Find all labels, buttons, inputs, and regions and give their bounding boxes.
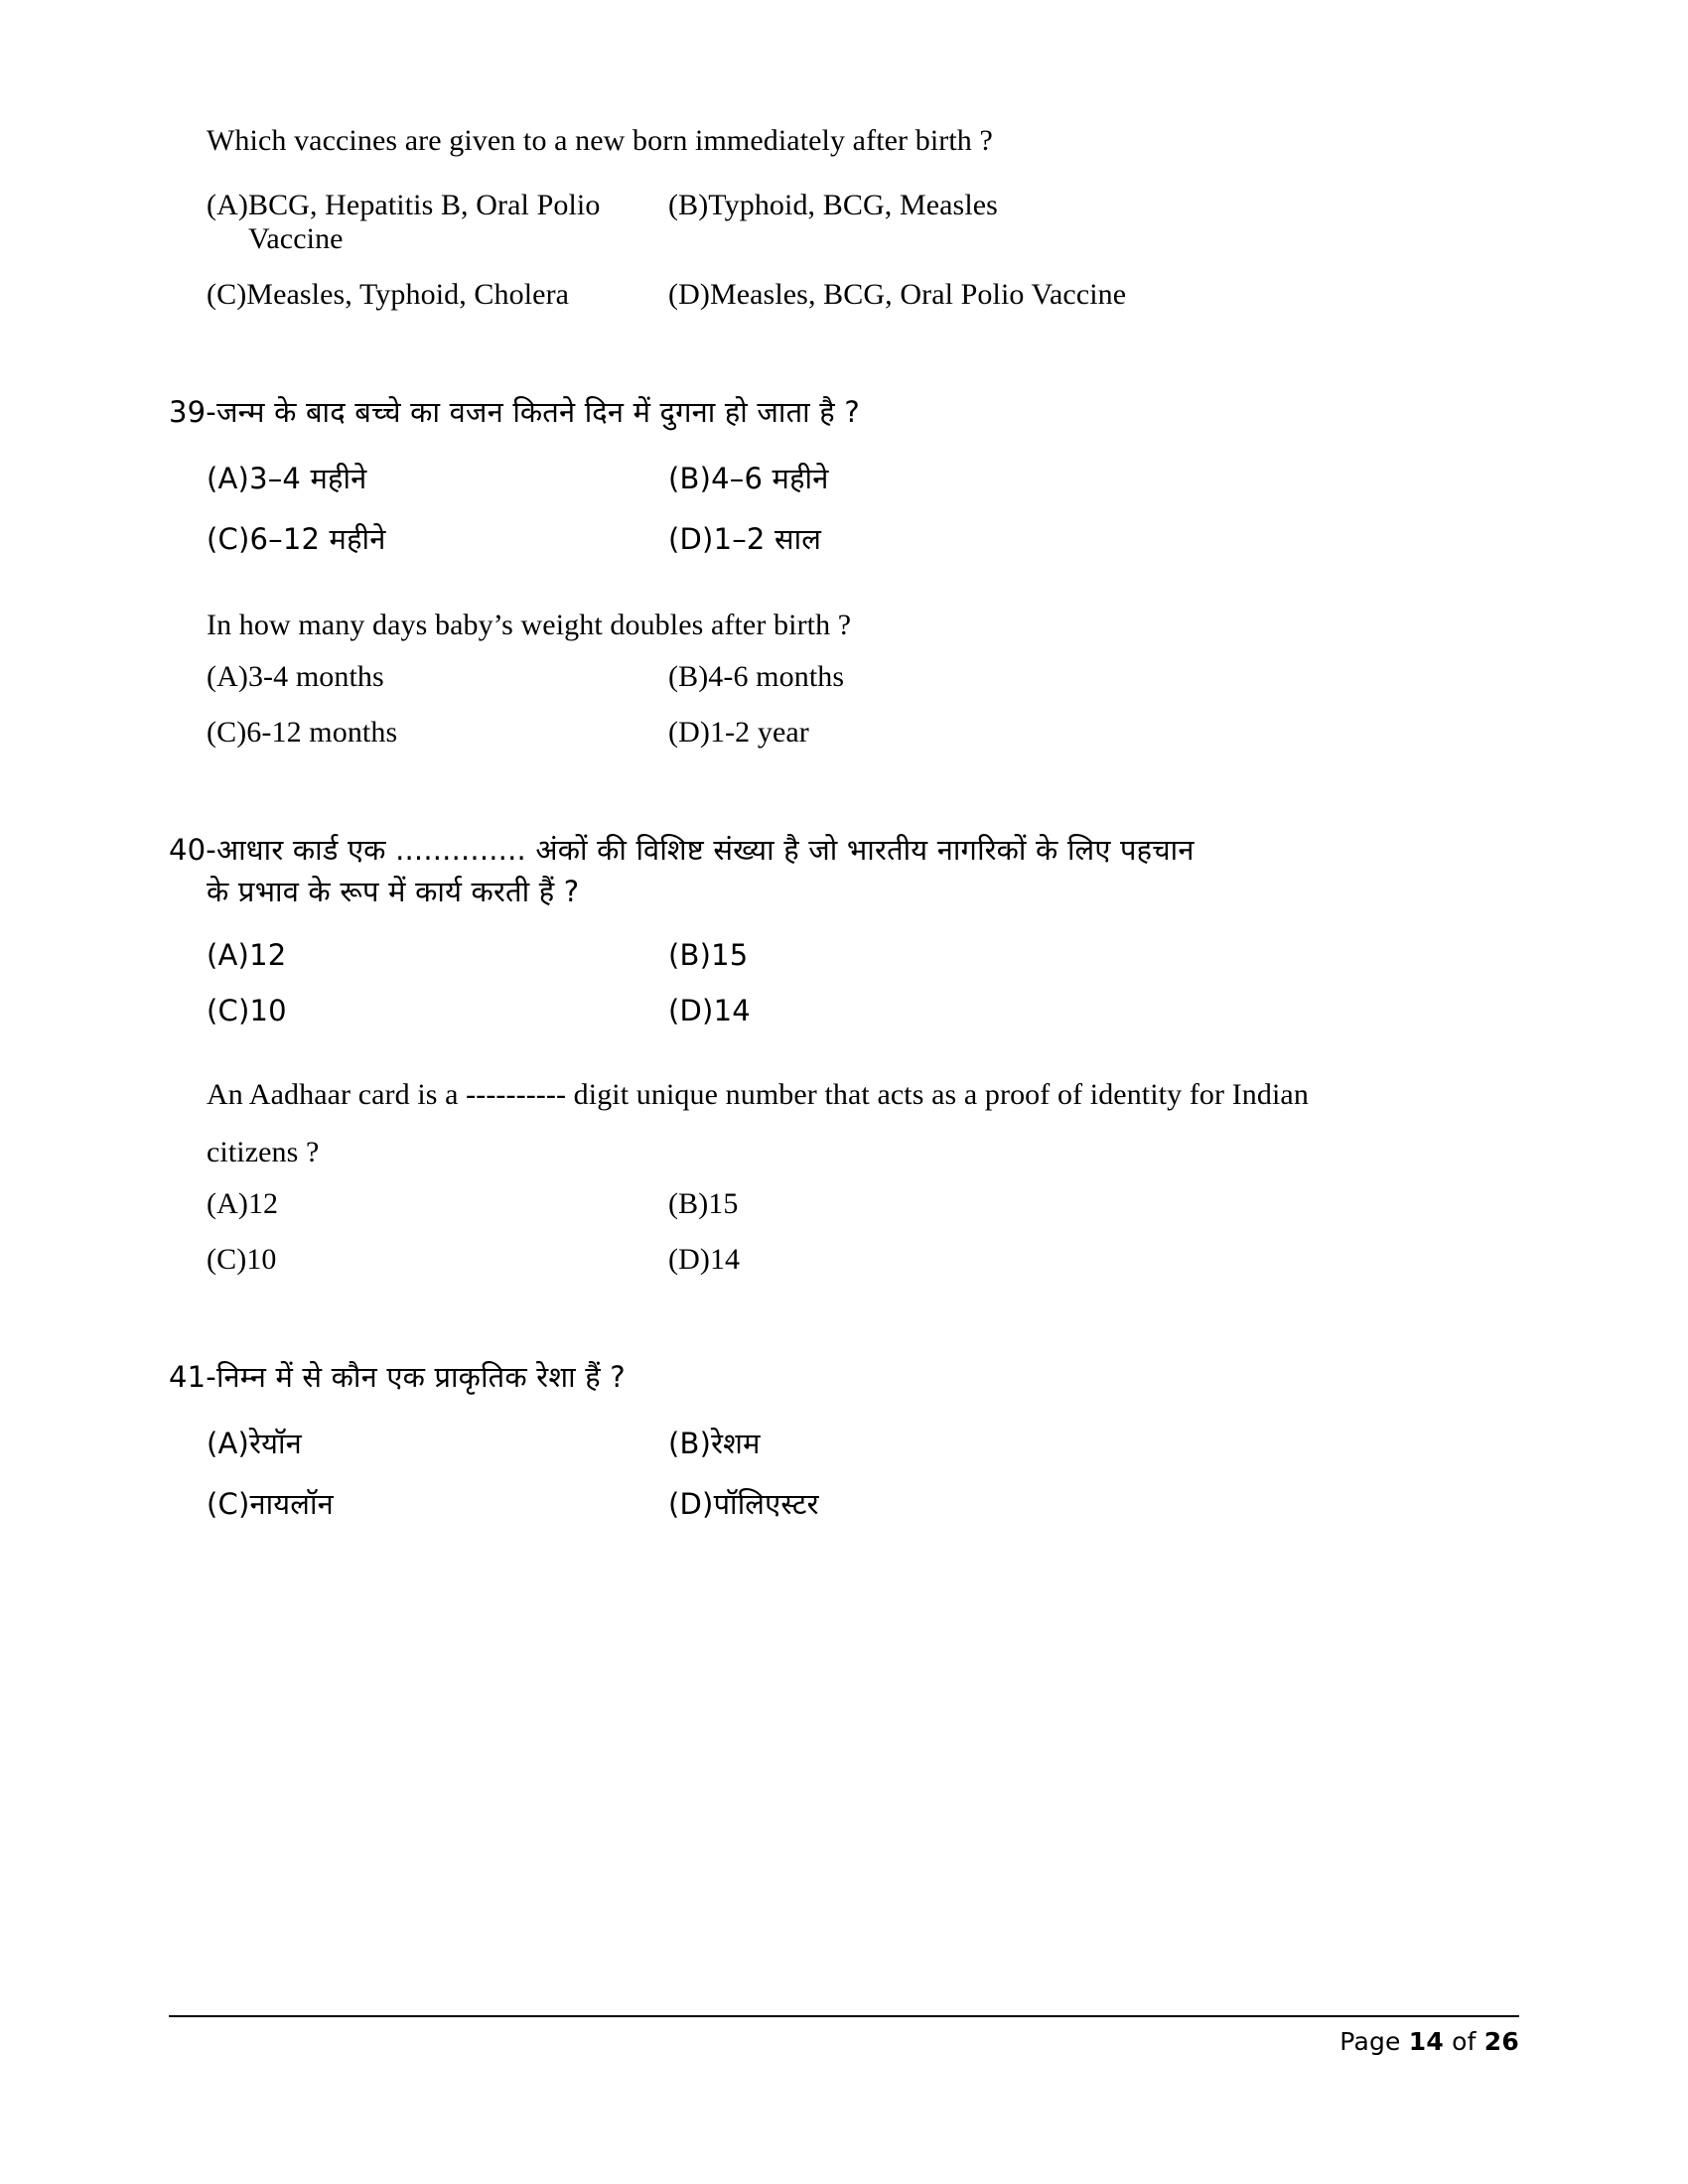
footer-total-pages: 26 (1483, 2027, 1519, 2056)
option-label: 14 (713, 994, 751, 1028)
option-a[interactable] (207, 938, 668, 972)
option-label: पॉलिएस्टर (713, 1487, 819, 1522)
question-text: जन्म के बाद बच्चे का वजन कितने दिन में दुगना हो जाता है ? (215, 394, 860, 429)
option-key: (A) (207, 1427, 250, 1461)
option-row (207, 278, 1499, 312)
option-label: 6–12 महीने (249, 521, 386, 556)
option-key: (B) (668, 461, 712, 495)
spacer (169, 312, 1499, 391)
option-b[interactable] (668, 660, 1499, 694)
spacer (169, 1117, 1499, 1131)
option-key: (A) (207, 660, 248, 694)
spacer (169, 433, 1499, 459)
spacer (169, 163, 1499, 189)
question-text: निम्न में से कौन एक प्राकृतिक रेशा हैं ? (215, 1360, 626, 1395)
option-key: (C) (207, 1243, 247, 1277)
option-key: (C) (207, 277, 247, 311)
option-label: 10 (246, 1243, 277, 1277)
option-key: (B) (668, 1427, 712, 1461)
option-label: नायलॉन (249, 1487, 334, 1522)
option-b[interactable] (668, 1424, 1499, 1462)
option-label: 10 (249, 994, 287, 1028)
option-label: 3–4 महीने (249, 461, 367, 495)
option-label: रेशम (711, 1427, 761, 1461)
option-label: BCG, Hepatitis B, Oral Polio Vaccine (247, 188, 601, 255)
option-label: रेयॉन (249, 1427, 302, 1461)
footer-divider (169, 2015, 1519, 2017)
option-a[interactable] (207, 1187, 668, 1221)
option-row (207, 1484, 1499, 1523)
footer-page-label: Page (1339, 2027, 1401, 2056)
option-d[interactable] (668, 519, 1499, 558)
page-content (169, 119, 1499, 1523)
option-d[interactable] (668, 994, 1499, 1027)
option-label: 1-2 year (709, 716, 809, 750)
option-label: 12 (249, 938, 287, 973)
options-english-40 (169, 1187, 1499, 1277)
option-b[interactable] (668, 938, 1499, 972)
spacer (169, 1027, 1499, 1073)
spacer (169, 558, 1499, 604)
option-key: (A) (207, 188, 248, 221)
question-block-41 (169, 1356, 1499, 1523)
page-number-text (169, 2027, 1519, 2056)
option-label: 4–6 महीने (711, 461, 829, 495)
spacer (207, 972, 1499, 994)
options-hindi-41 (169, 1424, 1499, 1523)
option-label: 14 (709, 1243, 741, 1277)
option-key: (B) (668, 1187, 709, 1221)
question-block-39 (169, 391, 1499, 751)
option-label: 15 (711, 938, 749, 973)
spacer (169, 1398, 1499, 1424)
question-stem-english: Which vaccines are given to a new born immediately after birth ? (207, 124, 993, 157)
option-key: (D) (668, 1243, 710, 1277)
option-label: Measles, BCG, Oral Polio Vaccine (709, 277, 1127, 311)
question-stem-english-line2: citizens ? (207, 1135, 320, 1168)
option-c[interactable] (207, 994, 668, 1027)
spacer (207, 497, 1499, 519)
option-c[interactable] (207, 1243, 668, 1277)
option-row (207, 1424, 1499, 1462)
option-key: (B) (668, 188, 709, 221)
option-c[interactable] (207, 1484, 668, 1523)
option-label: Measles, Typhoid, Cholera (246, 277, 570, 311)
question-stem-english: In how many days baby’s weight doubles after birth ? (207, 608, 852, 641)
option-key: (A) (207, 938, 250, 973)
option-key: (D) (668, 1487, 714, 1522)
option-label: 15 (708, 1187, 739, 1221)
option-row (207, 938, 1499, 972)
option-key: (C) (207, 716, 247, 750)
option-key: (C) (207, 521, 250, 556)
option-key: (D) (668, 521, 714, 556)
option-c[interactable] (207, 519, 668, 558)
option-b[interactable] (668, 1187, 1499, 1221)
question-block-40 (169, 829, 1499, 1277)
spacer (207, 1221, 1499, 1243)
option-b[interactable] (668, 459, 1499, 497)
option-key: (D) (668, 277, 710, 311)
question-block-38-english (169, 119, 1499, 312)
option-row (207, 189, 1499, 256)
spacer (207, 1462, 1499, 1484)
question-stem-hindi-line1 (169, 829, 1499, 871)
option-key: (B) (668, 660, 709, 694)
option-label: 6-12 months (246, 716, 398, 750)
option-key: (D) (668, 716, 710, 750)
spacer (169, 750, 1499, 829)
option-row (207, 660, 1499, 694)
spacer (169, 646, 1499, 660)
option-row (207, 459, 1499, 497)
option-label: 12 (247, 1187, 279, 1221)
option-key: (A) (207, 461, 250, 495)
options-english-39 (169, 660, 1499, 750)
option-d[interactable] (668, 1243, 1499, 1277)
option-key: (B) (668, 938, 712, 973)
option-a[interactable] (207, 459, 668, 497)
option-row (207, 716, 1499, 750)
page-footer (169, 2015, 1519, 2056)
option-label: 3-4 months (247, 660, 384, 694)
question-text: आधार कार्ड एक .............. अंकों की विशिष्ट संख्या है जो भारतीय नागरिकों के लिए पहचान (215, 833, 1195, 868)
option-key: (C) (207, 994, 250, 1028)
option-d[interactable] (668, 1484, 1499, 1523)
option-a[interactable] (207, 660, 668, 694)
question-number: 40- (169, 833, 216, 868)
option-row (207, 1243, 1499, 1277)
options-hindi-39 (169, 459, 1499, 558)
option-label: Typhoid, BCG, Measles (708, 188, 998, 221)
question-stem-hindi-line2: के प्रभाव के रूप में कार्य करती हैं ? (207, 875, 580, 909)
question-stem-hindi (169, 391, 1499, 433)
option-key: (A) (207, 1187, 248, 1221)
option-a[interactable] (207, 189, 668, 256)
option-key: (D) (668, 994, 714, 1028)
option-d[interactable] (668, 278, 1499, 312)
question-number: 39- (169, 394, 216, 429)
option-c[interactable] (207, 716, 668, 750)
option-row (207, 519, 1499, 558)
option-b[interactable] (668, 189, 1499, 222)
question-number: 41- (169, 1360, 216, 1395)
option-c[interactable] (207, 278, 668, 312)
spacer (169, 1277, 1499, 1356)
footer-of-label: of (1452, 2027, 1477, 2056)
option-key: (C) (207, 1487, 250, 1522)
spacer (207, 694, 1499, 716)
option-row (207, 1187, 1499, 1221)
options-english-38 (169, 189, 1499, 312)
option-label: 1–2 साल (713, 521, 822, 556)
question-stem-english-line1: An Aadhaar card is a ---------- digit unique number that acts as a proof of identity for Indian (207, 1078, 1309, 1112)
option-label: 4-6 months (708, 660, 845, 694)
options-hindi-40 (169, 938, 1499, 1027)
spacer (169, 912, 1499, 938)
option-a[interactable] (207, 1424, 668, 1462)
footer-current-page: 14 (1408, 2027, 1444, 2056)
option-d[interactable] (668, 716, 1499, 750)
question-stem-hindi (169, 1356, 1499, 1398)
spacer (207, 256, 1499, 278)
spacer (169, 1173, 1499, 1187)
option-row (207, 994, 1499, 1027)
